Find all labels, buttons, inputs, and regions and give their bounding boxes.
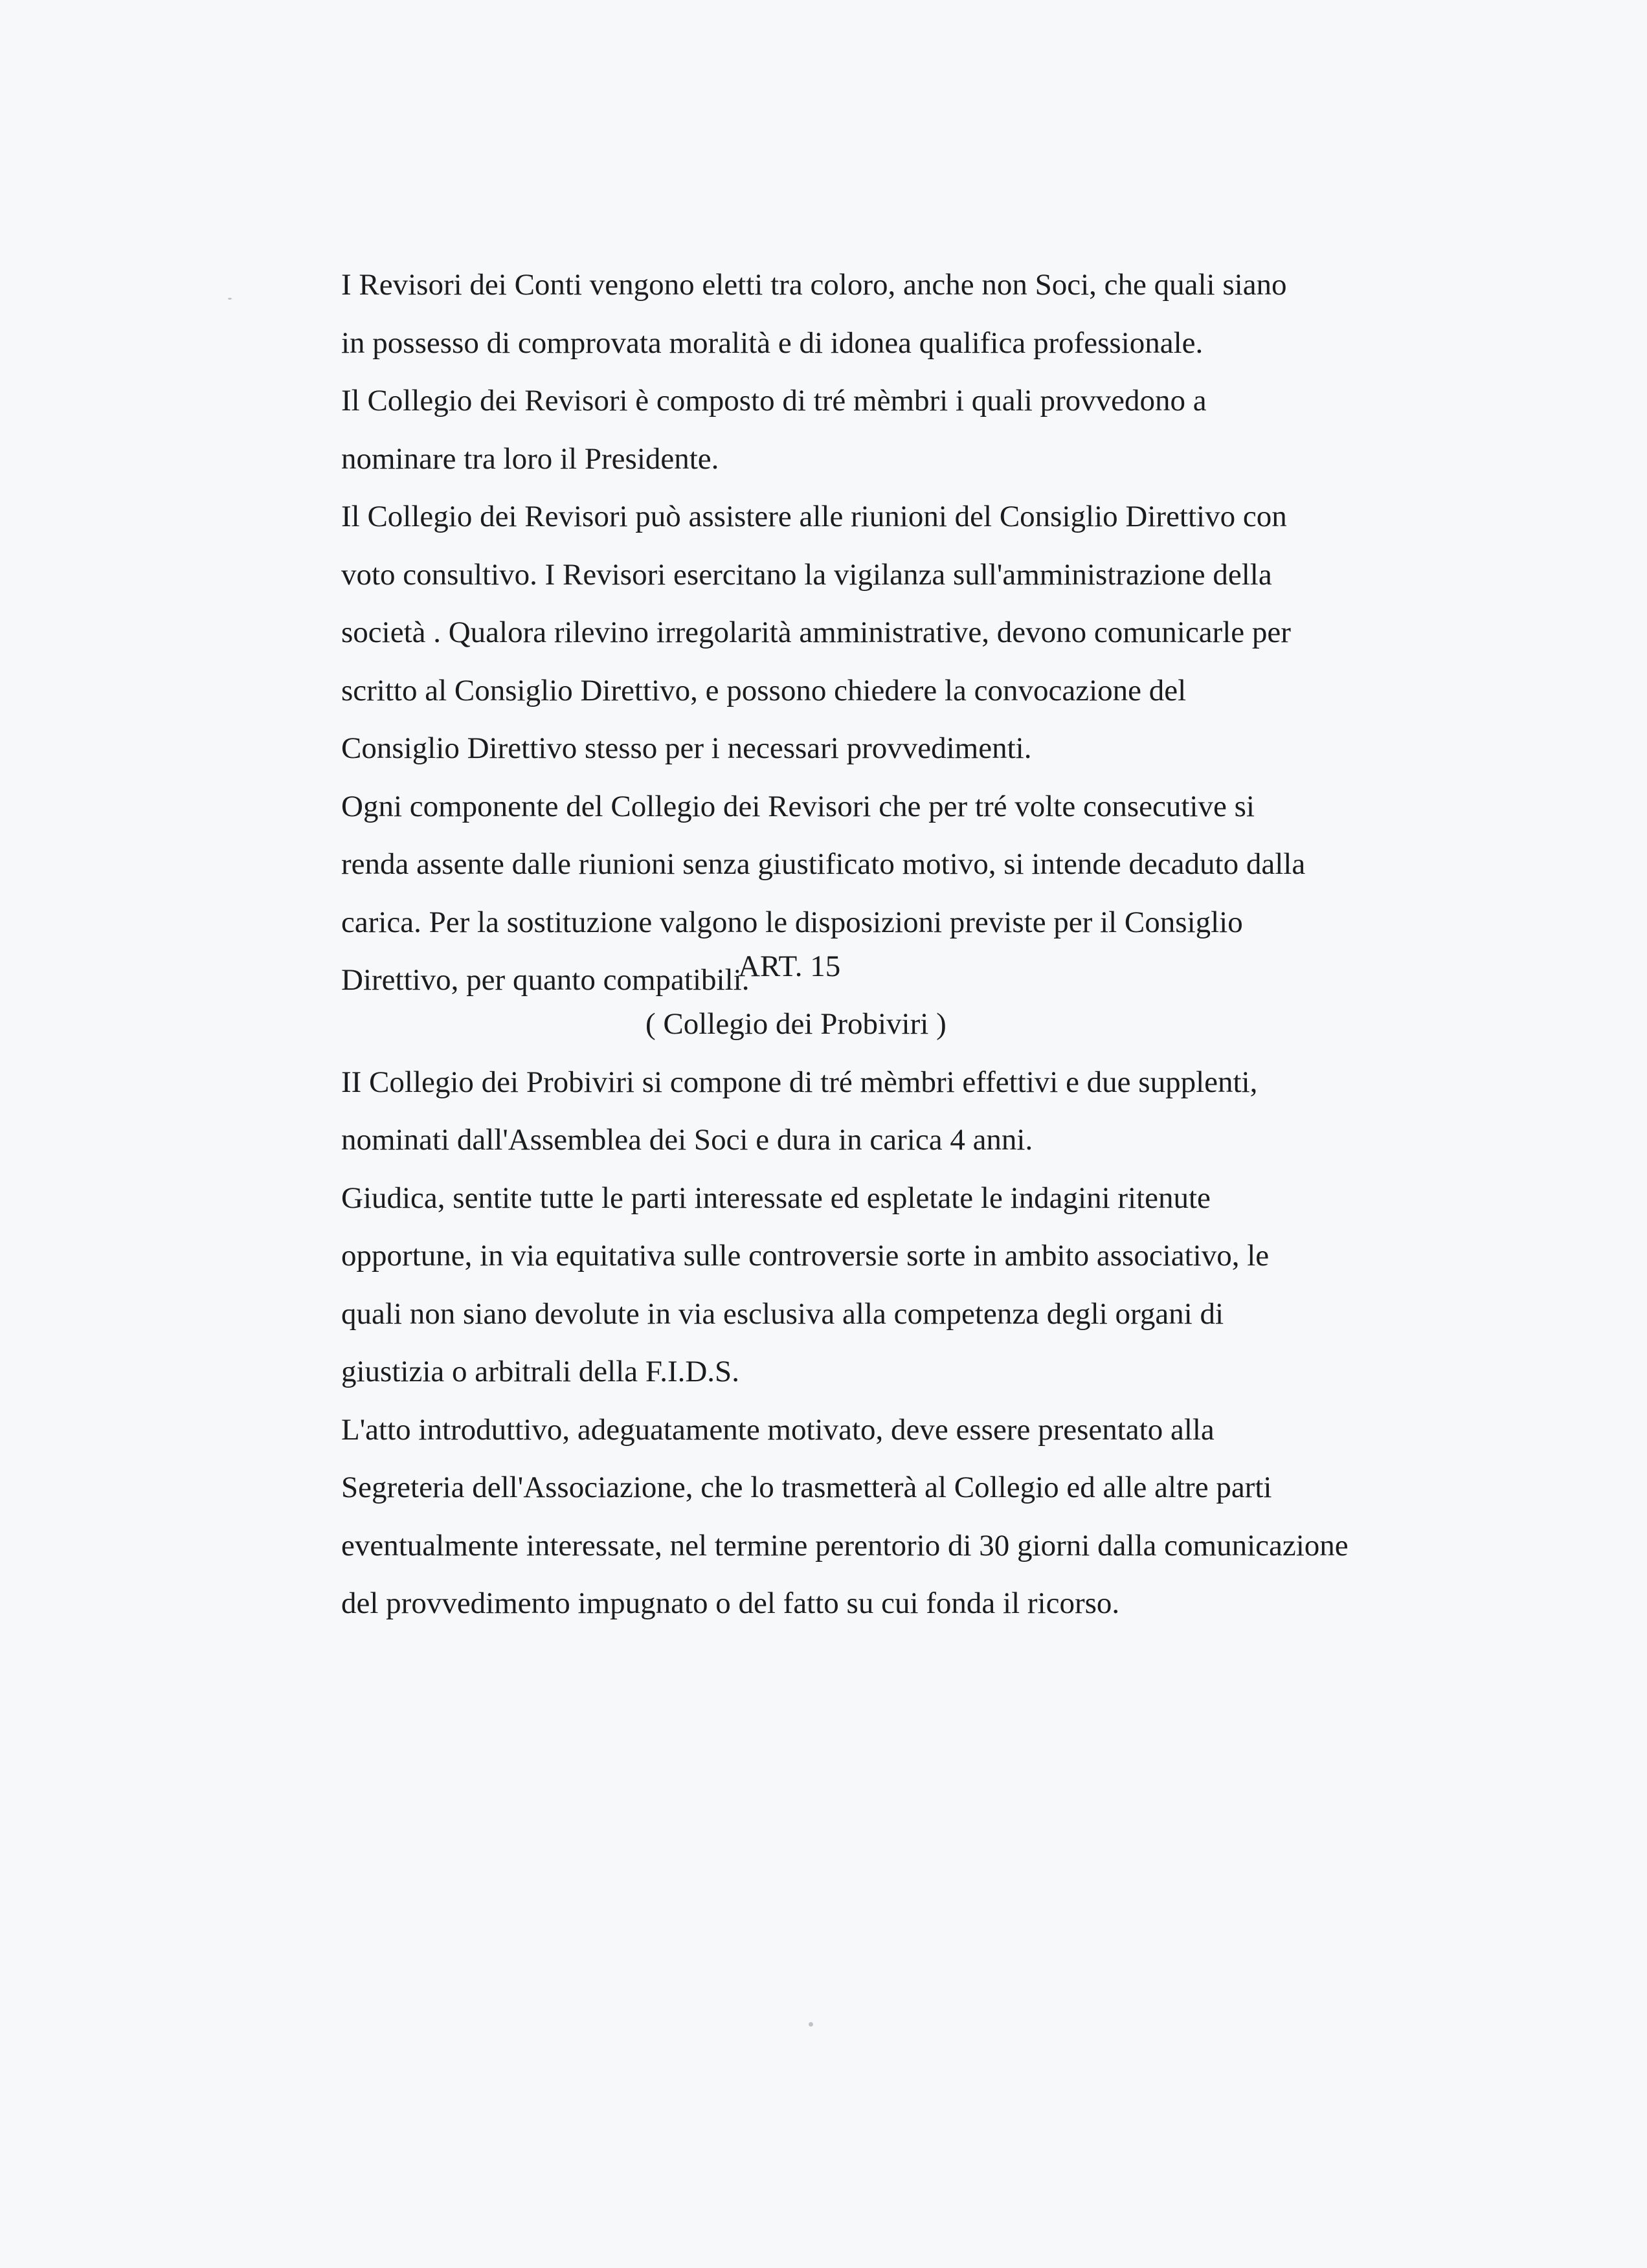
text-line: del provvedimento impugnato o del fatto su cui fonda il ricorso.	[341, 1586, 1120, 1620]
text-line: in possesso di comprovata moralità e di idonea qualifica professionale.	[341, 326, 1204, 360]
text-line: opportune, in via equitativa sulle controversie sorte in ambito associativo, le	[341, 1239, 1270, 1273]
text-line: renda assente dalle riunioni senza giustificato motivo, si intende decaduto dalla	[341, 847, 1306, 881]
text-line: II Collegio dei Probiviri si compone di tré mèmbri effettivi e due supplenti,	[341, 1065, 1258, 1099]
probiviri-section	[341, 995, 1571, 1633]
text-line: Il Collegio dei Revisori può assistere alle riunioni del Consiglio Direttivo con	[341, 500, 1287, 533]
text-line: Giudica, sentite tutte le parti interessate ed espletate le indagini ritenute	[341, 1181, 1211, 1215]
text-line: I Revisori dei Conti vengono eletti tra coloro, anche non Soci, che quali siano	[341, 268, 1287, 302]
text-line: Direttivo, per quanto compatibili.	[341, 963, 750, 997]
text-line: L'atto introduttivo, adeguatamente motivato, deve essere presentato alla	[341, 1412, 1215, 1447]
text-line: Consiglio Direttivo stesso per i necessari provvedimenti.	[341, 731, 1032, 765]
text-line: carica. Per la sostituzione valgono le disposizioni previste per il Consiglio	[341, 905, 1243, 939]
article-title: ( Collegio dei Probiviri )	[645, 1007, 947, 1041]
text-line: scritto al Consiglio Direttivo, e possono chiedere la convocazione del	[341, 673, 1187, 707]
revisori-section	[341, 256, 1571, 1010]
text-line: quali non siano devolute in via esclusiva alla competenza degli organi di	[341, 1296, 1224, 1331]
text-line: società . Qualora rilevino irregolarità amministrative, devono comunicarle per	[341, 616, 1291, 649]
text-line: Il Collegio dei Revisori è composto di tré mèmbri i quali provvedono a	[341, 384, 1207, 417]
text-line: giustizia o arbitrali della F.I.D.S.	[341, 1355, 739, 1388]
article-number: ART. 15	[738, 950, 841, 983]
text-line: Segreteria dell'Associazione, che lo trasmetterà al Collegio ed alle altre parti	[341, 1471, 1272, 1504]
text-line: nominati dall'Assemblea dei Soci e dura in carica 4 anni.	[341, 1123, 1033, 1157]
text-line: voto consultivo. I Revisori esercitano la vigilanza sull'amministrazione della	[341, 557, 1272, 592]
article-heading	[341, 938, 1571, 996]
text-line: eventualmente interessate, nel termine perentorio di 30 giorni dalla comunicazione	[341, 1528, 1349, 1562]
text-line: nominare tra loro il Presidente.	[341, 441, 719, 476]
text-line: Ogni componente del Collegio dei Revisori che per tré volte consecutive si	[341, 789, 1255, 823]
